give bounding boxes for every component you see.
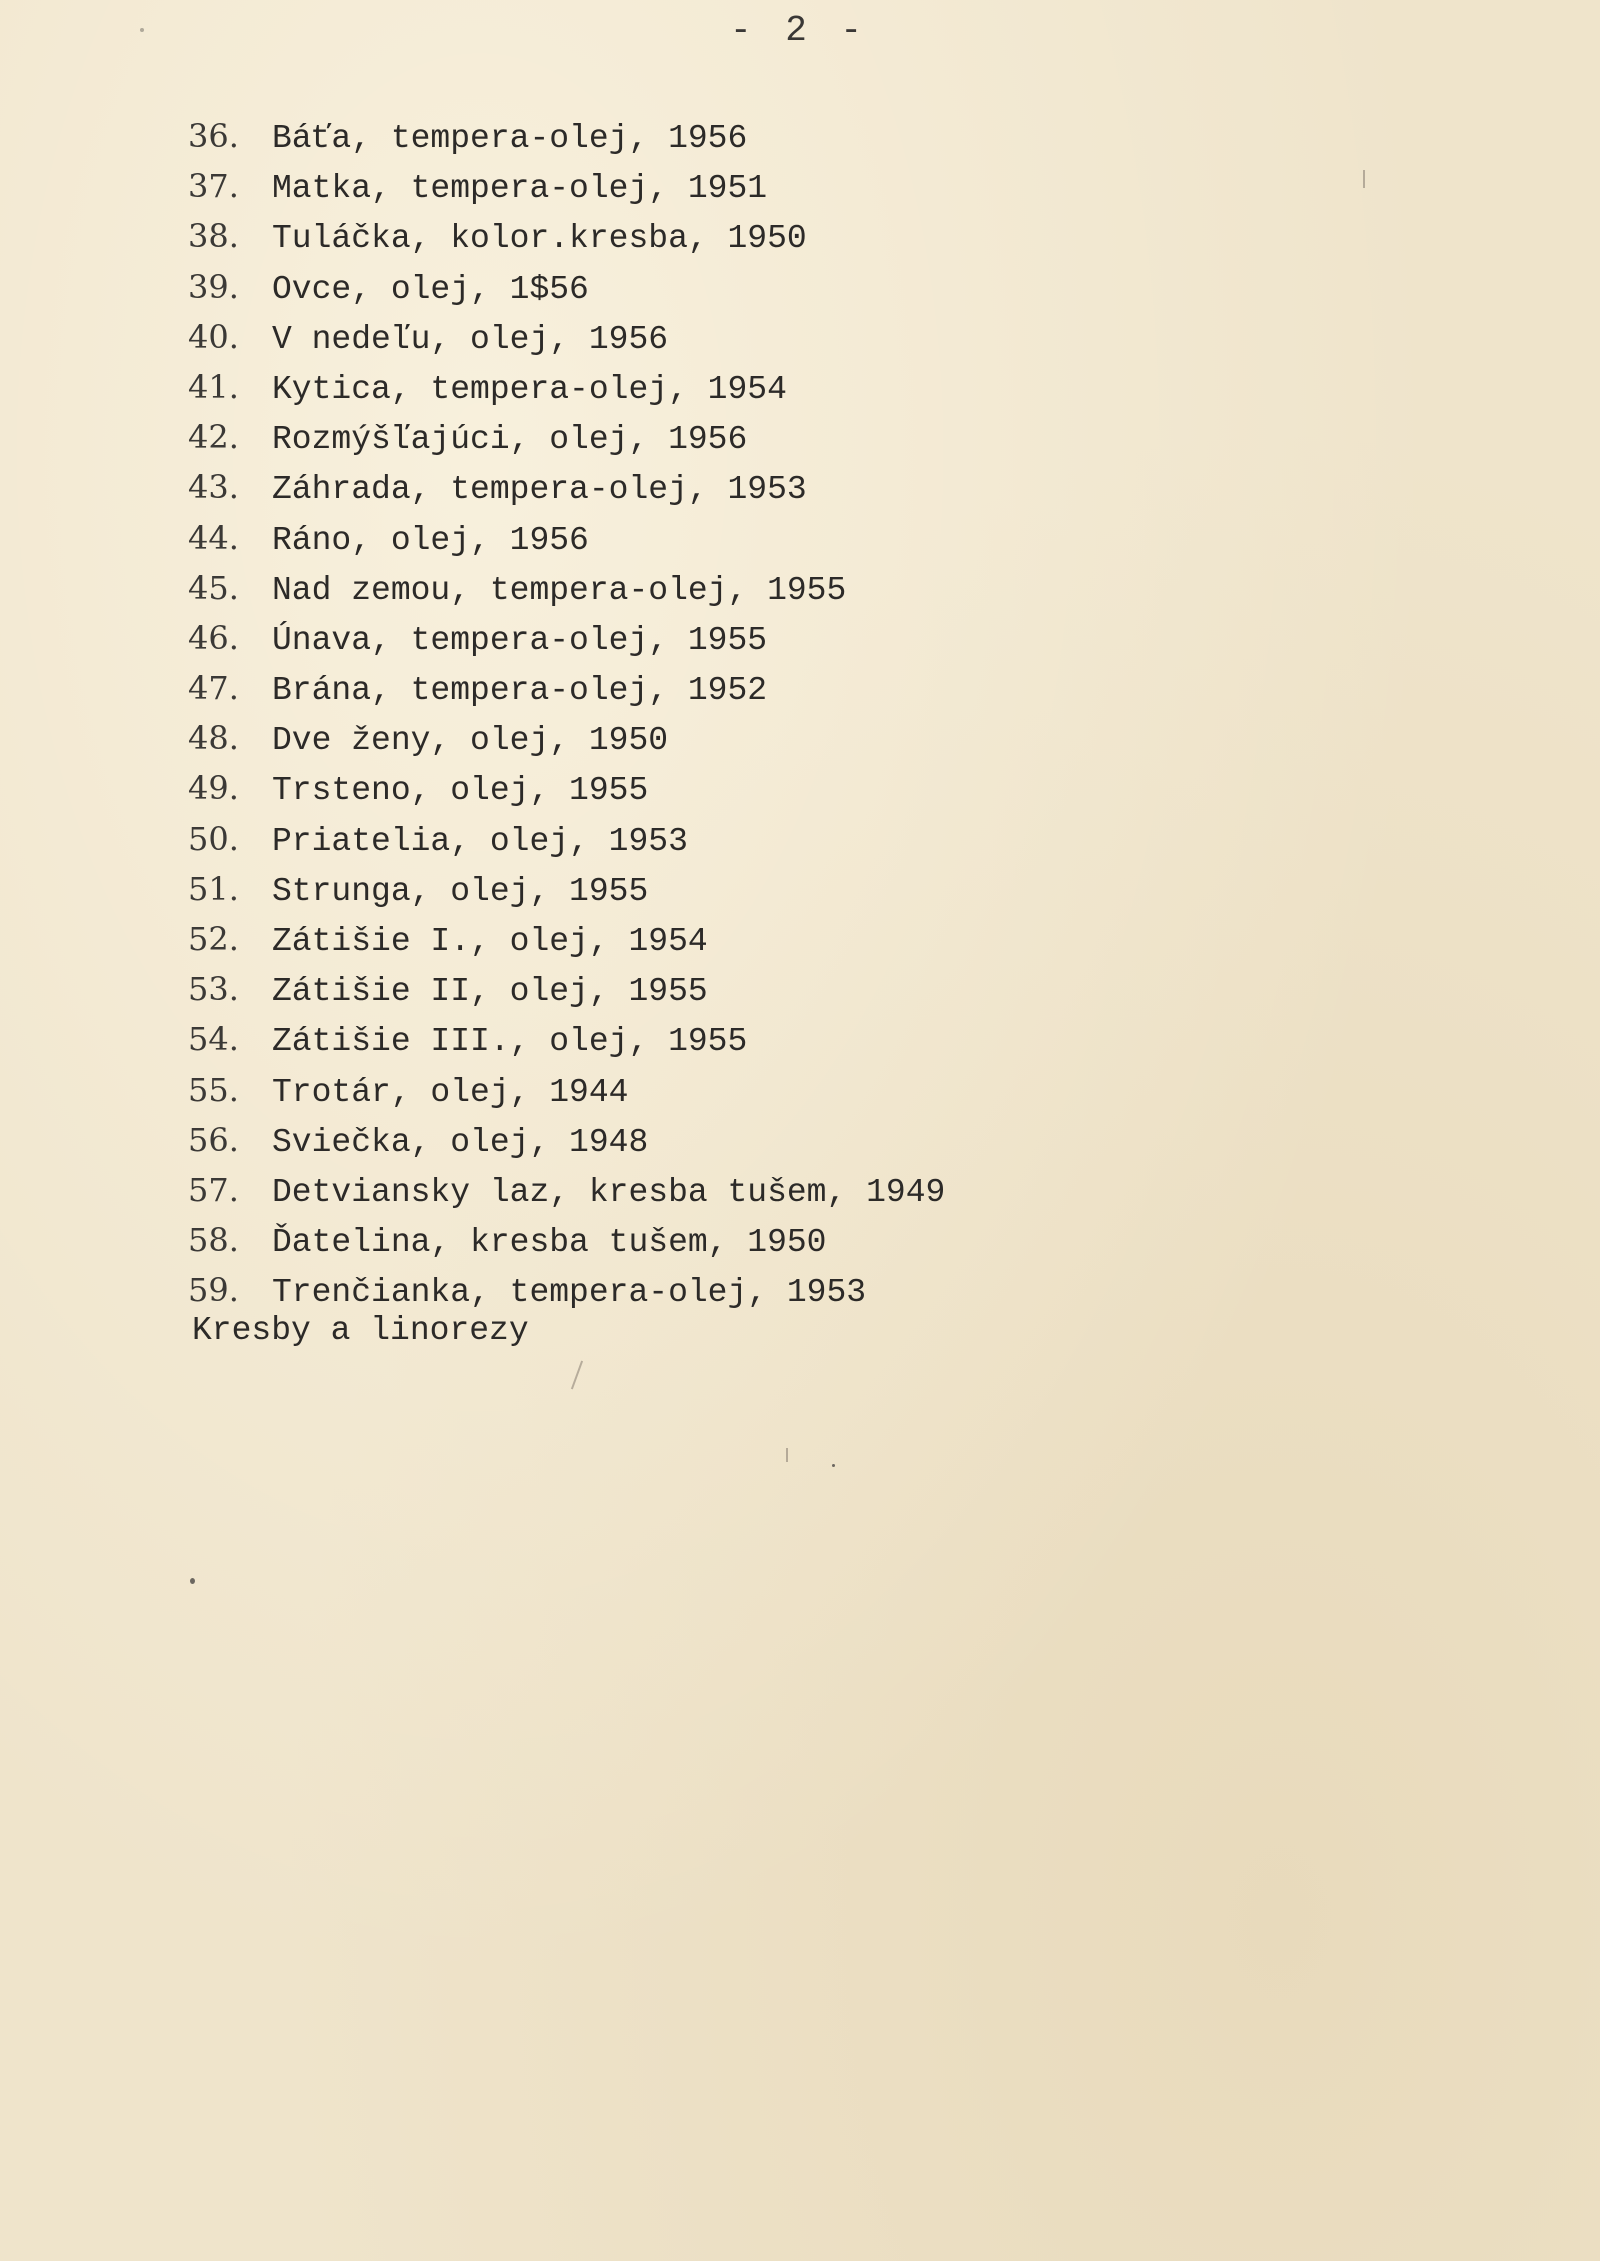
entry-text: Nad zemou, tempera-olej, 1955 bbox=[272, 571, 847, 609]
entry-text: Ráno, olej, 1956 bbox=[272, 521, 589, 559]
list-item bbox=[188, 362, 945, 412]
list-item bbox=[188, 814, 945, 864]
entry-number: 50. bbox=[188, 819, 239, 858]
list-item bbox=[188, 914, 945, 964]
entry-text: Sviečka, olej, 1948 bbox=[272, 1123, 649, 1161]
list-item bbox=[188, 663, 945, 713]
list-item bbox=[188, 713, 945, 763]
entry-number: 37. bbox=[188, 167, 239, 206]
list-item bbox=[188, 262, 945, 312]
entry-text: Detviansky laz, kresba tušem, 1949 bbox=[272, 1173, 946, 1211]
entry-text: Strunga, olej, 1955 bbox=[272, 872, 649, 910]
entry-text: Tuláčka, kolor.kresba, 1950 bbox=[272, 220, 807, 258]
list-item bbox=[188, 763, 945, 813]
entry-text: Zátišie II, olej, 1955 bbox=[272, 973, 708, 1011]
list-item bbox=[188, 462, 945, 512]
entry-text: Ovce, olej, 1$56 bbox=[272, 270, 589, 308]
entry-number: 49. bbox=[188, 769, 239, 808]
paper-speck bbox=[190, 1578, 195, 1584]
entry-text: Trotár, olej, 1944 bbox=[272, 1073, 629, 1111]
list-item bbox=[188, 312, 945, 362]
entry-text: Trenčianka, tempera-olej, 1953 bbox=[272, 1274, 867, 1312]
entry-text: Zátišie I., olej, 1954 bbox=[272, 923, 708, 960]
entry-number: 44. bbox=[188, 518, 239, 557]
entry-number: 47. bbox=[188, 669, 239, 708]
entry-number: 53. bbox=[188, 970, 239, 1009]
entry-text: Báťa, tempera-olej, 1956 bbox=[272, 120, 748, 157]
entry-number: 43. bbox=[188, 468, 239, 507]
entry-text: Zátišie III., olej, 1955 bbox=[272, 1023, 748, 1061]
section-heading: Kresby a linorezy bbox=[192, 1312, 529, 1349]
entry-text: Únava, tempera-olej, 1955 bbox=[272, 621, 768, 659]
entry-number: 45. bbox=[188, 568, 239, 607]
entry-number: 39. bbox=[188, 267, 239, 306]
entry-text: Ďatelina, kresba tušem, 1950 bbox=[272, 1224, 827, 1262]
entry-text: V nedeľu, olej, 1956 bbox=[272, 320, 669, 358]
entry-number: 59. bbox=[188, 1271, 239, 1310]
paper-scratch bbox=[786, 1448, 788, 1462]
paper-speck bbox=[140, 28, 144, 32]
entry-number: 56. bbox=[188, 1120, 239, 1159]
list-item bbox=[188, 412, 945, 462]
entry-number: 54. bbox=[188, 1020, 239, 1059]
entry-text: Záhrada, tempera-olej, 1953 bbox=[272, 471, 807, 509]
paper-scratch bbox=[1363, 170, 1365, 188]
list-item bbox=[188, 964, 945, 1014]
entry-number: 48. bbox=[188, 719, 239, 758]
list-item bbox=[188, 1115, 945, 1165]
entry-number: 40. bbox=[188, 317, 239, 356]
entry-text: Brána, tempera-olej, 1952 bbox=[272, 672, 768, 710]
entry-number: 58. bbox=[188, 1221, 239, 1260]
list-item bbox=[188, 1014, 945, 1064]
entry-number: 41. bbox=[188, 367, 239, 406]
entry-number: 51. bbox=[188, 869, 239, 908]
entry-number: 46. bbox=[188, 618, 239, 657]
list-item bbox=[188, 864, 945, 914]
entry-text: Priatelia, olej, 1953 bbox=[272, 822, 688, 860]
entry-text: Dve ženy, olej, 1950 bbox=[272, 722, 669, 760]
entry-text: Kytica, tempera-olej, 1954 bbox=[272, 370, 787, 408]
list-item bbox=[188, 513, 945, 563]
list-item bbox=[188, 1065, 945, 1115]
entry-number: 36. bbox=[188, 117, 239, 155]
artwork-list bbox=[188, 111, 945, 1316]
entry-number: 38. bbox=[188, 217, 239, 256]
list-item bbox=[188, 111, 945, 161]
entry-text: Rozmýšľajúci, olej, 1956 bbox=[272, 421, 748, 459]
list-item bbox=[188, 161, 945, 211]
list-item bbox=[188, 1215, 945, 1265]
entry-number: 52. bbox=[188, 920, 239, 958]
entry-text: Matka, tempera-olej, 1951 bbox=[272, 170, 768, 208]
page-number: - 2 - bbox=[730, 10, 869, 51]
list-item bbox=[188, 211, 945, 261]
list-item bbox=[188, 613, 945, 663]
list-item bbox=[188, 563, 945, 613]
entry-number: 55. bbox=[188, 1070, 239, 1109]
entry-text: Trsteno, olej, 1955 bbox=[272, 772, 649, 810]
entry-number: 57. bbox=[188, 1170, 239, 1209]
list-item bbox=[188, 1165, 945, 1215]
entry-number: 42. bbox=[188, 418, 239, 457]
paper-speck bbox=[832, 1464, 835, 1467]
